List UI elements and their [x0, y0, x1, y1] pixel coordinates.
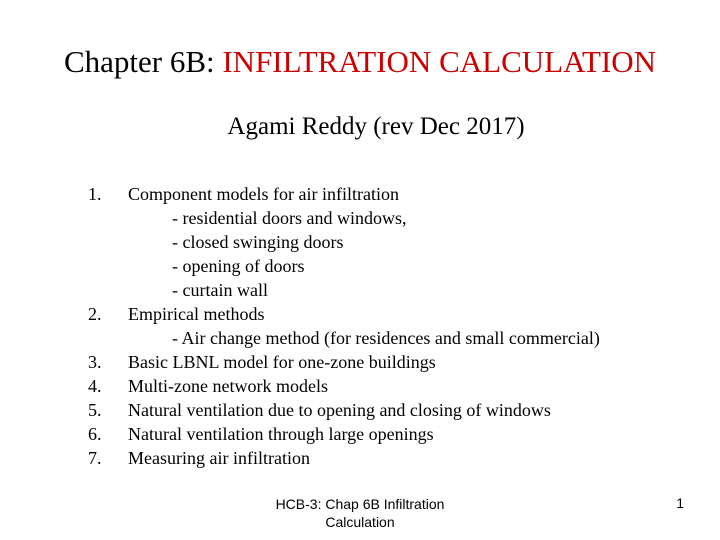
outline-text: Natural ventilation due to opening and closing of windows — [128, 400, 551, 420]
outline-number: 3. — [88, 352, 102, 372]
outline-number: 2. — [88, 304, 102, 324]
slide-footer — [260, 495, 460, 531]
outline-number: 6. — [88, 424, 102, 444]
title-prefix: Chapter 6B: — [63, 44, 223, 79]
outline-subtext: - curtain wall — [172, 280, 268, 300]
outline-number: 5. — [88, 400, 102, 420]
outline-text: Multi-zone network models — [128, 376, 328, 396]
footer-line-1: HCB-3: Chap 6B Infiltration — [275, 496, 445, 512]
outline-text: Component models for air infiltration — [128, 184, 399, 204]
footer-line-2: Calculation — [325, 514, 395, 530]
page-number: 1 — [676, 495, 684, 511]
outline-text: Empirical methods — [128, 304, 265, 324]
outline-subtext: - residential doors and windows, — [172, 208, 407, 228]
outline-text: Measuring air infiltration — [128, 448, 310, 468]
outline-number: 4. — [88, 376, 102, 396]
slide-subtitle: Agami Reddy (rev Dec 2017) — [227, 113, 525, 140]
outline-subtext: - opening of doors — [172, 256, 305, 276]
title-accent: INFILTRATION CALCULATION — [222, 44, 657, 79]
outline-number: 7. — [88, 448, 102, 468]
outline-text: Natural ventilation through large openings — [128, 424, 434, 444]
outline-subtext: - closed swinging doors — [172, 232, 344, 252]
outline-text: Basic LBNL model for one-zone buildings — [128, 352, 436, 372]
outline-subtext: - Air change method (for residences and small commercial) — [172, 328, 600, 348]
slide-title — [0, 44, 720, 80]
outline-number: 1. — [88, 184, 102, 204]
